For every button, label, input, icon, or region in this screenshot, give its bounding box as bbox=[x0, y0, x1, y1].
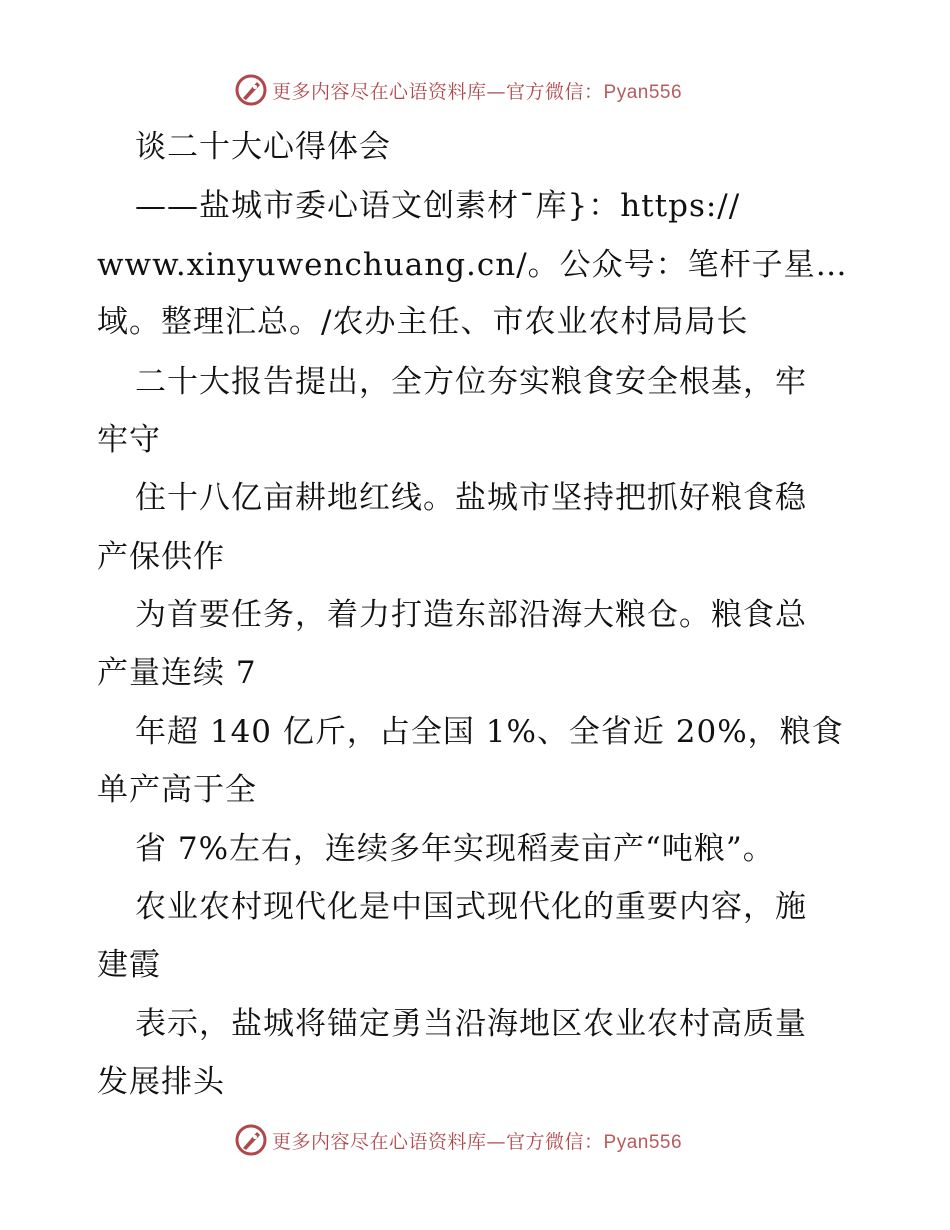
paragraph-line: 省 7%左右，连续多年实现稻麦亩产“吨粮”。 bbox=[135, 831, 775, 867]
fountain-pen-logo-icon bbox=[234, 1123, 268, 1157]
paragraph-line: 住十八亿亩耕地红线。盐城市坚持把抓好粮食稳 bbox=[135, 480, 807, 516]
text-line: 产保供作 bbox=[97, 539, 225, 575]
paragraph-line: 农业农村现代化是中国式现代化的重要内容，施 bbox=[135, 889, 807, 925]
watermark-text: 更多内容尽在心语资料库—官方微信： bbox=[272, 80, 604, 103]
fountain-pen-logo-icon bbox=[234, 73, 268, 107]
text-line: 产量连续 7 bbox=[97, 655, 257, 691]
document-title: 谈二十大心得体会 bbox=[135, 129, 391, 165]
paragraph-line: 为首要任务，着力打造东部沿海大粮仓。粮食总 bbox=[135, 597, 807, 633]
watermark-account: Pyan556 bbox=[603, 1131, 683, 1153]
text-line: 单产高于全 bbox=[97, 772, 257, 808]
paragraph-line: 表示，盐城将锚定勇当沿海地区农业农村高质量 bbox=[135, 1006, 807, 1042]
paragraph-line: 二十大报告提出，全方位夯实粮食安全根基，牢 bbox=[135, 364, 807, 400]
text-line: www.xinyuwenchuang.cn/。公众号：笔杆子星… bbox=[97, 247, 848, 283]
header-watermark bbox=[234, 72, 682, 108]
text-line: 牢守 bbox=[97, 422, 161, 458]
text-line: 域。整理汇总。/农办主任、市农业农村局局长 bbox=[97, 304, 749, 340]
text-line: 建霞 bbox=[97, 947, 161, 983]
text-line: 发展排头 bbox=[97, 1064, 225, 1100]
footer-watermark bbox=[234, 1122, 682, 1158]
watermark-account: Pyan556 bbox=[603, 81, 683, 103]
subtitle-line: ——盐城市委心语文创素材¯库}：https:// bbox=[135, 188, 741, 224]
watermark-text: 更多内容尽在心语资料库—官方微信： bbox=[272, 1130, 604, 1153]
paragraph-line: 年超 140 亿斤，占全国 1%、全省近 20%，粮食 bbox=[135, 714, 844, 750]
